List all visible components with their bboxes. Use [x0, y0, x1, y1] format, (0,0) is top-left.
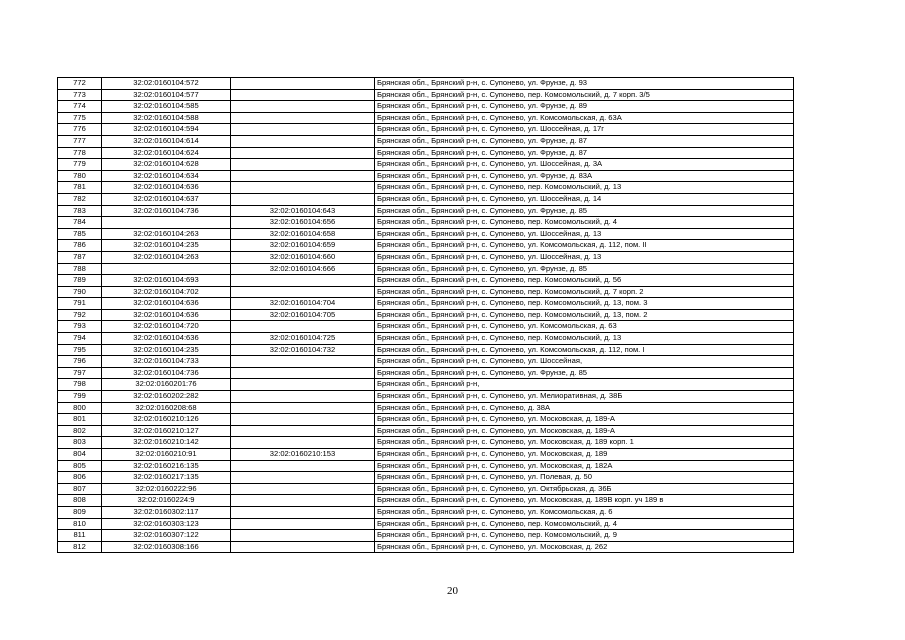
- cadastral-number-cell: 32:02:0160104:577: [102, 89, 231, 101]
- row-number-cell: 803: [58, 437, 102, 449]
- related-cadastral-number-cell: 32:02:0160104:643: [231, 205, 375, 217]
- table-row: [58, 205, 794, 217]
- row-number-cell: 782: [58, 193, 102, 205]
- cadastral-number-cell: 32:02:0160202:282: [102, 391, 231, 403]
- address-cell: Брянская обл., Брянский р-н, с. Супонево, ул. Фрунзе, д. 89: [375, 101, 794, 113]
- address-cell: Брянская обл., Брянский р-н, с. Супонево, ул. Комсомольская, д. 112, пом. II: [375, 240, 794, 252]
- table-row: [58, 228, 794, 240]
- related-cadastral-number-cell: [231, 391, 375, 403]
- related-cadastral-number-cell: 32:02:0160104:660: [231, 251, 375, 263]
- row-number-cell: 812: [58, 541, 102, 553]
- related-cadastral-number-cell: 32:02:0160104:666: [231, 263, 375, 275]
- address-cell: Брянская обл., Брянский р-н, с. Супонево, ул. Октябрьская, д. 36Б: [375, 483, 794, 495]
- related-cadastral-number-cell: [231, 101, 375, 113]
- address-cell: Брянская обл., Брянский р-н, с. Супонево, ул. Фрунзе, д. 93: [375, 78, 794, 90]
- row-number-cell: 808: [58, 495, 102, 507]
- cadastral-number-cell: 32:02:0160104:614: [102, 135, 231, 147]
- address-cell: Брянская обл., Брянский р-н, с. Супонево, пер. Комсомольский, д. 56: [375, 275, 794, 287]
- related-cadastral-number-cell: [231, 495, 375, 507]
- cadastral-number-cell: 32:02:0160216:135: [102, 460, 231, 472]
- related-cadastral-number-cell: [231, 518, 375, 530]
- table-row: [58, 309, 794, 321]
- address-cell: Брянская обл., Брянский р-н, с. Супонево, ул. Шоссейная, д. 3А: [375, 159, 794, 171]
- address-cell: Брянская обл., Брянский р-н,: [375, 379, 794, 391]
- cadastral-number-cell: 32:02:0160308:166: [102, 541, 231, 553]
- cadastral-number-cell: 32:02:0160307:122: [102, 530, 231, 542]
- table-row: [58, 321, 794, 333]
- table-row: [58, 182, 794, 194]
- row-number-cell: 794: [58, 333, 102, 345]
- related-cadastral-number-cell: [231, 472, 375, 484]
- related-cadastral-number-cell: [231, 541, 375, 553]
- row-number-cell: 784: [58, 217, 102, 229]
- address-cell: Брянская обл., Брянский р-н, с. Супонево, ул. Шоссейная, д. 13: [375, 228, 794, 240]
- row-number-cell: 797: [58, 367, 102, 379]
- related-cadastral-number-cell: [231, 437, 375, 449]
- address-cell: Брянская обл., Брянский р-н, с. Супонево, пер. Комсомольский, д. 4: [375, 217, 794, 229]
- row-number-cell: 806: [58, 472, 102, 484]
- related-cadastral-number-cell: 32:02:0160104:658: [231, 228, 375, 240]
- cadastral-number-cell: 32:02:0160104:263: [102, 251, 231, 263]
- related-cadastral-number-cell: [231, 356, 375, 368]
- cadastral-number-cell: 32:02:0160210:126: [102, 414, 231, 426]
- row-number-cell: 790: [58, 286, 102, 298]
- row-number-cell: 775: [58, 112, 102, 124]
- cadastral-number-cell: 32:02:0160104:235: [102, 240, 231, 252]
- table-row: [58, 449, 794, 461]
- related-cadastral-number-cell: [231, 425, 375, 437]
- table-row: [58, 495, 794, 507]
- related-cadastral-number-cell: [231, 124, 375, 136]
- table-row: [58, 530, 794, 542]
- row-number-cell: 799: [58, 391, 102, 403]
- address-cell: Брянская обл., Брянский р-н, с. Супонево, ул. Фрунзе, д. 85: [375, 205, 794, 217]
- row-number-cell: 805: [58, 460, 102, 472]
- row-number-cell: 783: [58, 205, 102, 217]
- table-row: [58, 286, 794, 298]
- table-row: [58, 263, 794, 275]
- related-cadastral-number-cell: 32:02:0160104:725: [231, 333, 375, 345]
- row-number-cell: 795: [58, 344, 102, 356]
- table-row: [58, 147, 794, 159]
- related-cadastral-number-cell: [231, 379, 375, 391]
- cadastral-number-cell: 32:02:0160104:624: [102, 147, 231, 159]
- table-row: [58, 170, 794, 182]
- cadastral-number-cell: 32:02:0160104:628: [102, 159, 231, 171]
- cadastral-number-cell: 32:02:0160104:636: [102, 298, 231, 310]
- related-cadastral-number-cell: [231, 321, 375, 333]
- row-number-cell: 780: [58, 170, 102, 182]
- address-cell: Брянская обл., Брянский р-н, с. Супонево, ул. Комсомольская, д. 6: [375, 506, 794, 518]
- table-row: [58, 135, 794, 147]
- row-number-cell: 811: [58, 530, 102, 542]
- related-cadastral-number-cell: [231, 135, 375, 147]
- address-cell: Брянская обл., Брянский р-н, с. Супонево, пер. Комсомольский, д. 13, пом. 3: [375, 298, 794, 310]
- registry-table-body: [58, 78, 794, 553]
- related-cadastral-number-cell: [231, 402, 375, 414]
- address-cell: Брянская обл., Брянский р-н, с. Супонево, ул. Полевая, д. 50: [375, 472, 794, 484]
- cadastral-number-cell: 32:02:0160104:594: [102, 124, 231, 136]
- address-cell: Брянская обл., Брянский р-н, с. Супонево, ул. Фрунзе, д. 87: [375, 135, 794, 147]
- related-cadastral-number-cell: 32:02:0160104:656: [231, 217, 375, 229]
- related-cadastral-number-cell: 32:02:0160104:704: [231, 298, 375, 310]
- cadastral-number-cell: 32:02:0160201:76: [102, 379, 231, 391]
- row-number-cell: 786: [58, 240, 102, 252]
- address-cell: Брянская обл., Брянский р-н, с. Супонево, ул. Мелиоративная, д. 38Б: [375, 391, 794, 403]
- table-row: [58, 217, 794, 229]
- address-cell: Брянская обл., Брянский р-н, с. Супонево, ул. Фрунзе, д. 85: [375, 367, 794, 379]
- cadastral-number-cell: 32:02:0160104:263: [102, 228, 231, 240]
- cadastral-number-cell: 32:02:0160210:127: [102, 425, 231, 437]
- cadastral-number-cell: 32:02:0160104:636: [102, 182, 231, 194]
- cadastral-number-cell: 32:02:0160104:636: [102, 309, 231, 321]
- address-cell: Брянская обл., Брянский р-н, с. Супонево, ул. Фрунзе, д. 87: [375, 147, 794, 159]
- table-row: [58, 506, 794, 518]
- related-cadastral-number-cell: [231, 78, 375, 90]
- cadastral-number-cell: 32:02:0160104:736: [102, 367, 231, 379]
- related-cadastral-number-cell: [231, 414, 375, 426]
- address-cell: Брянская обл., Брянский р-н, с. Супонево, ул. Фрунзе, д. 85: [375, 263, 794, 275]
- row-number-cell: 777: [58, 135, 102, 147]
- address-cell: Брянская обл., Брянский р-н, с. Супонево, пер. Комсомольский, д. 13, пом. 2: [375, 309, 794, 321]
- cadastral-number-cell: 32:02:0160217:135: [102, 472, 231, 484]
- related-cadastral-number-cell: [231, 460, 375, 472]
- address-cell: Брянская обл., Брянский р-н, с. Супонево, ул. Комсомольская, д. 63: [375, 321, 794, 333]
- address-cell: Брянская обл., Брянский р-н, с. Супонево, ул. Комсомольская, д. 112, пом. I: [375, 344, 794, 356]
- row-number-cell: 776: [58, 124, 102, 136]
- row-number-cell: 773: [58, 89, 102, 101]
- related-cadastral-number-cell: [231, 367, 375, 379]
- cadastral-number-cell: 32:02:0160104:572: [102, 78, 231, 90]
- related-cadastral-number-cell: [231, 286, 375, 298]
- cadastral-number-cell: [102, 217, 231, 229]
- related-cadastral-number-cell: [231, 275, 375, 287]
- table-row: [58, 437, 794, 449]
- registry-table: [57, 77, 794, 553]
- address-cell: Брянская обл., Брянский р-н, с. Супонево, ул. Московская, д. 262: [375, 541, 794, 553]
- cadastral-number-cell: 32:02:0160104:702: [102, 286, 231, 298]
- row-number-cell: 781: [58, 182, 102, 194]
- related-cadastral-number-cell: 32:02:0160210:153: [231, 449, 375, 461]
- address-cell: Брянская обл., Брянский р-н, с. Супонево, д. 38А: [375, 402, 794, 414]
- related-cadastral-number-cell: [231, 147, 375, 159]
- address-cell: Брянская обл., Брянский р-н, с. Супонево, ул. Шоссейная,: [375, 356, 794, 368]
- page-number: 20: [447, 585, 458, 597]
- table-row: [58, 101, 794, 113]
- cadastral-number-cell: 32:02:0160208:68: [102, 402, 231, 414]
- table-row: [58, 251, 794, 263]
- address-cell: Брянская обл., Брянский р-н, с. Супонево, пер. Комсомольский, д. 13: [375, 333, 794, 345]
- related-cadastral-number-cell: [231, 506, 375, 518]
- address-cell: Брянская обл., Брянский р-н, с. Супонево, ул. Московская, д. 189: [375, 449, 794, 461]
- table-row: [58, 379, 794, 391]
- row-number-cell: 809: [58, 506, 102, 518]
- cadastral-number-cell: 32:02:0160210:142: [102, 437, 231, 449]
- table-row: [58, 124, 794, 136]
- cadastral-number-cell: 32:02:0160104:720: [102, 321, 231, 333]
- address-cell: Брянская обл., Брянский р-н, с. Супонево, ул. Шоссейная, д. 17г: [375, 124, 794, 136]
- cadastral-number-cell: 32:02:0160104:733: [102, 356, 231, 368]
- related-cadastral-number-cell: [231, 483, 375, 495]
- cadastral-number-cell: 32:02:0160210:91: [102, 449, 231, 461]
- cadastral-number-cell: 32:02:0160104:588: [102, 112, 231, 124]
- address-cell: Брянская обл., Брянский р-н, с. Супонево, пер. Комсомольский, д. 7 корп. 3/5: [375, 89, 794, 101]
- table-row: [58, 391, 794, 403]
- address-cell: Брянская обл., Брянский р-н, с. Супонево, ул. Московская, д. 182А: [375, 460, 794, 472]
- cadastral-number-cell: [102, 263, 231, 275]
- address-cell: Брянская обл., Брянский р-н, с. Супонево, ул. Московская, д. 189 корп. 1: [375, 437, 794, 449]
- table-row: [58, 275, 794, 287]
- related-cadastral-number-cell: [231, 530, 375, 542]
- address-cell: Брянская обл., Брянский р-н, с. Супонево, ул. Московская, д. 189В корп. уч 189 в: [375, 495, 794, 507]
- related-cadastral-number-cell: [231, 159, 375, 171]
- table-row: [58, 89, 794, 101]
- cadastral-number-cell: 32:02:0160104:235: [102, 344, 231, 356]
- related-cadastral-number-cell: [231, 89, 375, 101]
- table-row: [58, 414, 794, 426]
- cadastral-number-cell: 32:02:0160303:123: [102, 518, 231, 530]
- address-cell: Брянская обл., Брянский р-н, с. Супонево, пер. Комсомольский, д. 7 корп. 2: [375, 286, 794, 298]
- table-row: [58, 333, 794, 345]
- related-cadastral-number-cell: [231, 182, 375, 194]
- cadastral-number-cell: 32:02:0160104:585: [102, 101, 231, 113]
- address-cell: Брянская обл., Брянский р-н, с. Супонево, пер. Комсомольский, д. 9: [375, 530, 794, 542]
- cadastral-number-cell: 32:02:0160222:96: [102, 483, 231, 495]
- related-cadastral-number-cell: 32:02:0160104:705: [231, 309, 375, 321]
- row-number-cell: 801: [58, 414, 102, 426]
- table-row: [58, 483, 794, 495]
- cadastral-number-cell: 32:02:0160104:693: [102, 275, 231, 287]
- table-row: [58, 240, 794, 252]
- address-cell: Брянская обл., Брянский р-н, с. Супонево, ул. Московская, д. 189-А: [375, 425, 794, 437]
- row-number-cell: 779: [58, 159, 102, 171]
- cadastral-number-cell: 32:02:0160104:636: [102, 333, 231, 345]
- related-cadastral-number-cell: [231, 112, 375, 124]
- row-number-cell: 778: [58, 147, 102, 159]
- table-row: [58, 402, 794, 414]
- row-number-cell: 787: [58, 251, 102, 263]
- table-row: [58, 460, 794, 472]
- row-number-cell: 785: [58, 228, 102, 240]
- row-number-cell: 788: [58, 263, 102, 275]
- related-cadastral-number-cell: [231, 170, 375, 182]
- table-row: [58, 78, 794, 90]
- row-number-cell: 798: [58, 379, 102, 391]
- cadastral-number-cell: 32:02:0160104:634: [102, 170, 231, 182]
- table-row: [58, 298, 794, 310]
- table-row: [58, 518, 794, 530]
- address-cell: Брянская обл., Брянский р-н, с. Супонево, ул. Комсомольская, д. 63А: [375, 112, 794, 124]
- related-cadastral-number-cell: [231, 193, 375, 205]
- row-number-cell: 792: [58, 309, 102, 321]
- row-number-cell: 802: [58, 425, 102, 437]
- cadastral-number-cell: 32:02:0160224:9: [102, 495, 231, 507]
- row-number-cell: 791: [58, 298, 102, 310]
- row-number-cell: 772: [58, 78, 102, 90]
- row-number-cell: 804: [58, 449, 102, 461]
- address-cell: Брянская обл., Брянский р-н, с. Супонево, ул. Фрунзе, д. 83А: [375, 170, 794, 182]
- row-number-cell: 800: [58, 402, 102, 414]
- table-row: [58, 193, 794, 205]
- table-row: [58, 425, 794, 437]
- row-number-cell: 810: [58, 518, 102, 530]
- address-cell: Брянская обл., Брянский р-н, с. Супонево, ул. Шоссейная, д. 14: [375, 193, 794, 205]
- table-row: [58, 112, 794, 124]
- table-row: [58, 344, 794, 356]
- row-number-cell: 796: [58, 356, 102, 368]
- row-number-cell: 793: [58, 321, 102, 333]
- table-row: [58, 159, 794, 171]
- address-cell: Брянская обл., Брянский р-н, с. Супонево, ул. Шоссейная, д. 13: [375, 251, 794, 263]
- address-cell: Брянская обл., Брянский р-н, с. Супонево, пер. Комсомольский, д. 13: [375, 182, 794, 194]
- cadastral-number-cell: 32:02:0160104:637: [102, 193, 231, 205]
- address-cell: Брянская обл., Брянский р-н, с. Супонево, пер. Комсомольский, д. 4: [375, 518, 794, 530]
- address-cell: Брянская обл., Брянский р-н, с. Супонево, ул. Московская, д. 189-А: [375, 414, 794, 426]
- table-row: [58, 367, 794, 379]
- table-row: [58, 472, 794, 484]
- row-number-cell: 789: [58, 275, 102, 287]
- related-cadastral-number-cell: 32:02:0160104:732: [231, 344, 375, 356]
- cadastral-number-cell: 32:02:0160104:736: [102, 205, 231, 217]
- table-row: [58, 356, 794, 368]
- row-number-cell: 774: [58, 101, 102, 113]
- related-cadastral-number-cell: 32:02:0160104:659: [231, 240, 375, 252]
- cadastral-number-cell: 32:02:0160302:117: [102, 506, 231, 518]
- row-number-cell: 807: [58, 483, 102, 495]
- table-row: [58, 541, 794, 553]
